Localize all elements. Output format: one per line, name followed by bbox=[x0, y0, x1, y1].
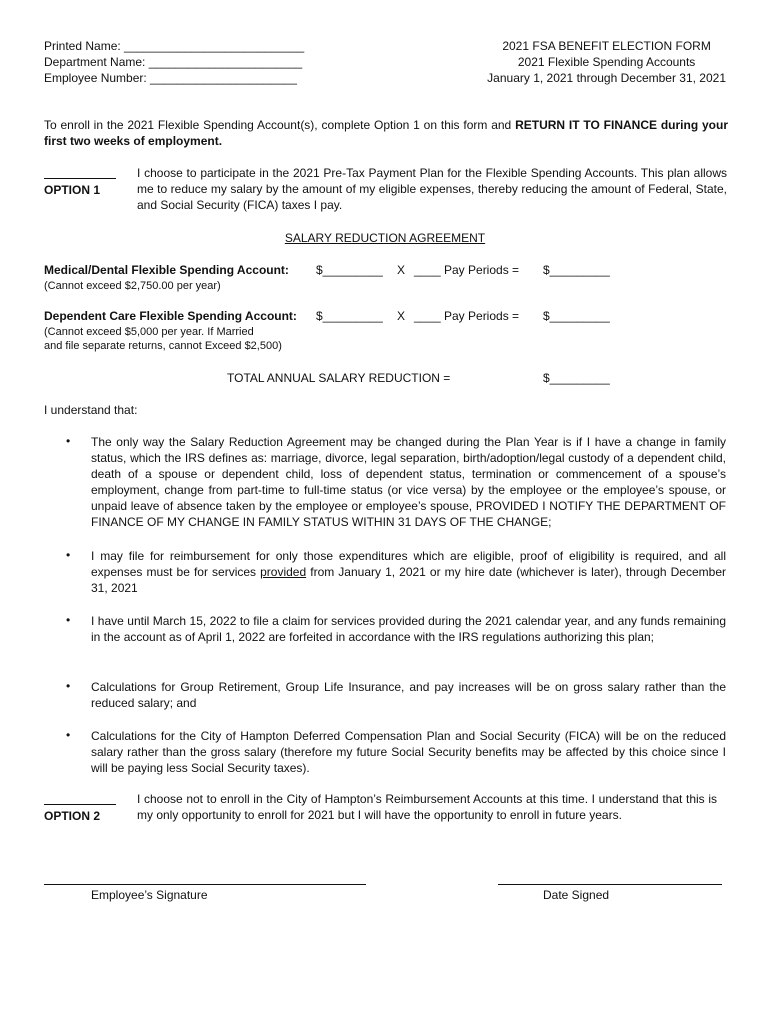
form-subtitle: 2021 Flexible Spending Accounts bbox=[517, 55, 696, 69]
option2-checkbox-line[interactable] bbox=[44, 804, 116, 805]
list-item-text-part: from January 1, 2021 or my hire date (whichever is later), through December 31, 2021 bbox=[91, 565, 726, 595]
bullet-icon: • bbox=[66, 728, 71, 742]
dependent-limit-note-1: (Cannot exceed $5,000 per year. If Married bbox=[44, 326, 254, 338]
medical-periods-field[interactable]: ____ bbox=[414, 263, 441, 277]
option1-checkbox-line[interactable] bbox=[44, 178, 116, 179]
dependent-total-field[interactable]: $_________ bbox=[543, 309, 610, 323]
dependent-account-label: Dependent Care Flexible Spending Account: bbox=[44, 309, 297, 323]
agreement-title: SALARY REDUCTION AGREEMENT bbox=[284, 231, 486, 245]
dependent-limit-note-2: and file separate returns, cannot Exceed $2,500) bbox=[44, 340, 282, 352]
list-item-text: Calculations for Group Retirement, Group Life Insurance, and pay increases will be on gross salary rather than the reduced salary; and bbox=[91, 680, 726, 710]
dependent-periods-field[interactable]: ____ bbox=[414, 309, 441, 323]
intro-text: To enroll in the 2021 Flexible Spending Account(s), complete Option 1 on this form and bbox=[44, 118, 516, 132]
understand-heading: I understand that: bbox=[44, 403, 138, 417]
date-signed-label: Date Signed bbox=[543, 888, 610, 902]
total-reduction-label: TOTAL ANNUAL SALARY REDUCTION = bbox=[227, 371, 451, 385]
option2-text: I choose not to enroll in the City of Hampton’s Reimbursement Accounts at this time. I understand that this is my only opportunity to enroll for 2021 but I will have the opportunity to enroll in future years. bbox=[137, 792, 717, 822]
bullet-icon: • bbox=[66, 434, 71, 448]
printed-name-field[interactable]: Printed Name: ___________________________ bbox=[44, 39, 305, 53]
list-item-text: I have until March 15, 2022 to file a claim for services provided during the 2021 calendar year, and any funds remaining in the account as of April 1, 2022 are forfeited in accordance with the IRS regulations authorizing this plan; bbox=[91, 614, 726, 644]
list-item-text: The only way the Salary Reduction Agreement may be changed during the Plan Year is if I have a change in family status, which the IRS defines as: marriage, divorce, legal separation, birth/adoption/legal custody of a dependent child, death of a spouse or dependent child, loss of dependent status, termination or commencement of a spouse’s employment, change from part-time to full-time status (or vice versa) by the employee or the employee’s spouse, or unpaid leave of absence taken by the employee or employee’s spouse, PROVIDED I NOTIFY THE DEPARTMENT OF FINANCE OF MY CHANGE IN FAMILY STATUS WITHIN 31 DAYS OF THE CHANGE; bbox=[91, 435, 726, 529]
medical-times-sign: X bbox=[397, 263, 406, 277]
medical-account-label: Medical/Dental Flexible Spending Account: bbox=[44, 263, 289, 277]
bullet-icon: • bbox=[66, 679, 71, 693]
dependent-amount-field[interactable]: $_________ bbox=[316, 309, 383, 323]
dependent-periods-label: Pay Periods = bbox=[444, 309, 520, 323]
employee-signature-label: Employee’s Signature bbox=[91, 888, 208, 902]
date-signed-line[interactable] bbox=[498, 884, 722, 885]
list-item-text-part: I may file for reimbursement for only those expenditures which are eligible, proof of eligibility is required, and all expenses must be for services bbox=[91, 549, 726, 579]
list-item-text bbox=[91, 548, 726, 596]
list-item-underlined: provided bbox=[260, 565, 307, 579]
list-item-text: Calculations for the City of Hampton Deferred Compensation Plan and Social Security (FICA) will be on the reduced salary rather than the gross salary (therefore my future Social Security benefits may be affected by this choice since I will be paying less Social Security taxes). bbox=[91, 729, 726, 775]
medical-periods-label: Pay Periods = bbox=[444, 263, 520, 277]
plan-period: January 1, 2021 through December 31, 2021 bbox=[487, 71, 726, 85]
medical-amount-field[interactable]: $_________ bbox=[316, 263, 383, 277]
bullet-icon: • bbox=[66, 548, 71, 562]
option2-label: OPTION 2 bbox=[44, 809, 101, 823]
option1-text: I choose to participate in the 2021 Pre-Tax Payment Plan for the Flexible Spending Accounts. This plan allows me to reduce my salary by the amount of my eligible expenses, thereby reducing the amount of Federal, State, and Social Security (FICA) taxes I pay. bbox=[137, 166, 727, 212]
form-title-block bbox=[487, 38, 726, 86]
employee-info-block bbox=[44, 38, 304, 86]
employee-number-field[interactable]: Employee Number: ______________________ bbox=[44, 71, 297, 85]
intro-paragraph bbox=[44, 117, 728, 149]
total-reduction-field[interactable]: $_________ bbox=[543, 371, 610, 385]
department-name-field[interactable]: Department Name: _______________________ bbox=[44, 55, 303, 69]
bullet-icon: • bbox=[66, 613, 71, 627]
employee-signature-line[interactable] bbox=[44, 884, 366, 885]
medical-limit-note: (Cannot exceed $2,750.00 per year) bbox=[44, 280, 221, 292]
dependent-times-sign: X bbox=[397, 309, 406, 323]
intro-bold-text: RETURN IT TO FINANCE during your first two weeks of employment. bbox=[44, 118, 728, 148]
medical-total-field[interactable]: $_________ bbox=[543, 263, 610, 277]
option1-label: OPTION 1 bbox=[44, 183, 101, 197]
form-title: 2021 FSA BENEFIT ELECTION FORM bbox=[502, 39, 711, 53]
